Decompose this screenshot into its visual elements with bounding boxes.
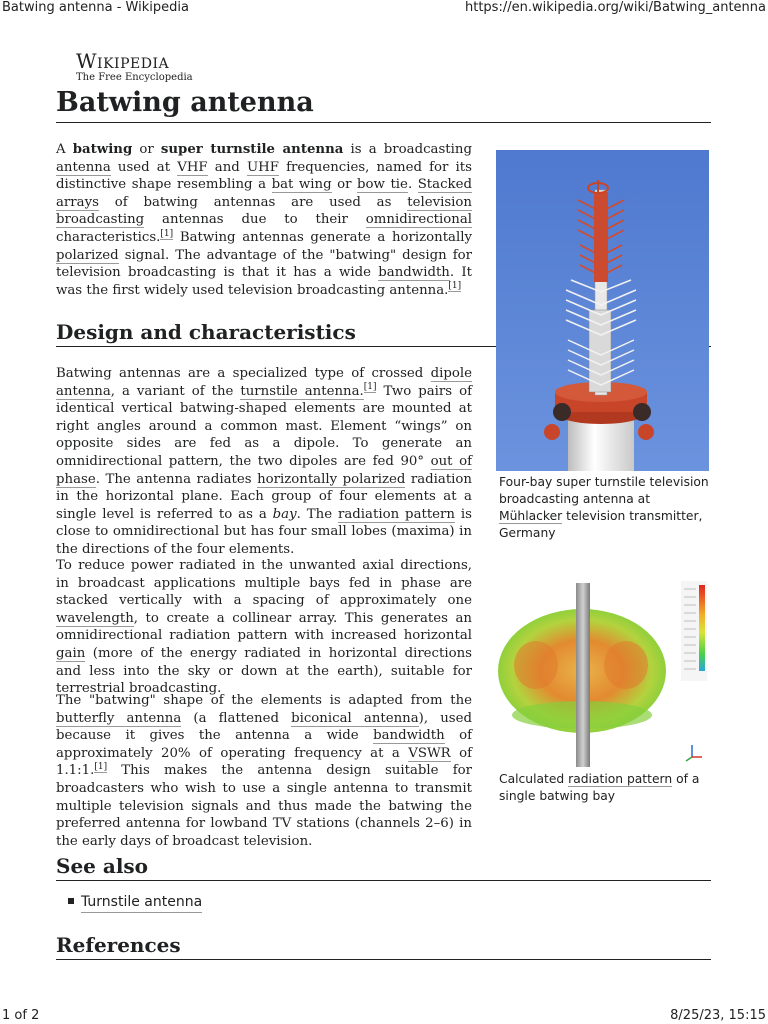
wikipedia-logo[interactable] bbox=[76, 50, 193, 84]
ref-1[interactable]: [1] bbox=[160, 228, 174, 239]
link-dipole-antenna[interactable]: dipole antenna bbox=[56, 366, 472, 399]
section-heading-see-also: See also bbox=[56, 852, 711, 881]
link-radiation-pattern[interactable]: radiation pattern bbox=[568, 772, 673, 786]
link-television-broadcasting[interactable]: television broadcasting bbox=[56, 194, 472, 228]
link-muhlacker[interactable]: Mühlacker bbox=[499, 509, 563, 523]
logo-tagline: The Free Encyclopedia bbox=[76, 72, 193, 83]
page-title: Batwing antenna bbox=[56, 84, 711, 123]
link-butterfly-antenna[interactable]: butterfly antenna bbox=[56, 710, 182, 726]
link-polarized[interactable]: polarized bbox=[56, 247, 119, 263]
link-radiation-pattern[interactable]: radiation pattern bbox=[338, 506, 455, 522]
browser-tab-title: Batwing antenna - Wikipedia bbox=[2, 0, 189, 15]
link-wavelength[interactable]: wavelength bbox=[56, 610, 134, 626]
radiation-pattern-image[interactable] bbox=[496, 575, 711, 771]
link-bandwidth[interactable]: bandwidth bbox=[378, 265, 450, 281]
link-omnidirectional[interactable]: omnidirectional bbox=[365, 212, 472, 228]
link-horizontally-polarized[interactable]: horizontally polarized bbox=[257, 471, 406, 487]
link-bat-wing[interactable]: bat wing bbox=[271, 177, 332, 193]
section-heading-references: References bbox=[56, 931, 711, 960]
logo-name: Wikipedia bbox=[76, 49, 170, 73]
ref-1[interactable]: [1] bbox=[448, 281, 462, 292]
link-vswr[interactable]: VSWR bbox=[408, 745, 451, 761]
section-heading-design: Design and characteristics bbox=[56, 318, 711, 347]
design-paragraph-2: To reduce power radiated in the unwanted axial directions, in broadcast applications multiple bays fed in phase are stacked vertically with a spacing of approximately one wavelength, to create a collinear array. This generates an omnidirectional radiation pattern with increased horizontal gain (more of the energy radiated in horizontal directions and less into the sky or down at the earth), suitable for terrestrial broadcasting. bbox=[56, 558, 472, 697]
link-bandwidth[interactable]: bandwidth bbox=[373, 728, 445, 744]
intro-paragraph: A batwing or super turnstile antenna is a broadcasting antenna used at VHF and UHF frequencies, named for its distinctive shape resembling a bat wing or bow tie. Stacked arrays of batwing antennas are used as television broadcasting antennas due to their omnidirectional characteristics.[1] Batwing antennas generate a horizontally polarized signal. The advantage of the "batwing" design for television broadcasting is that it has a wide bandwidth. It was the first widely used television broadcasting antenna.[1] bbox=[56, 142, 472, 298]
print-datetime: 8/25/23, 15:15 bbox=[670, 1008, 766, 1023]
design-paragraph-1: Batwing antennas are a specialized type of crossed dipole antenna, a variant of the turnstile antenna.[1] Two pairs of identical vertical batwing-shaped elements are mounted at right angles around a common mast. Element “wings” on opposite sides are fed as a dipole. To generate an omnidirectional pattern, the two dipoles are fed 90° out of phase. The antenna radiates horizontally polarized radiation in the horizontal plane. Each group of four elements at a single level is referred to as a bay. The radiation pattern is close to omnidirectional but has four small lobes (maxima) in the directions of the four elements. bbox=[56, 366, 472, 557]
page-url: https://en.wikipedia.org/wiki/Batwing_antenna bbox=[465, 0, 766, 15]
link-vhf[interactable]: VHF bbox=[177, 159, 208, 175]
link-out-of-phase[interactable]: out of phase bbox=[56, 453, 472, 487]
link-turnstile-antenna[interactable]: turnstile antenna. bbox=[240, 383, 364, 399]
antenna-photo[interactable] bbox=[496, 150, 709, 475]
bullet-icon bbox=[68, 898, 74, 904]
link-stacked-arrays[interactable]: Stacked arrays bbox=[56, 177, 472, 210]
ref-1[interactable]: [1] bbox=[363, 382, 377, 393]
figure-caption-antenna: Four-bay super turnstile television broadcasting antenna at Mühlacker television transmitter, Germany bbox=[499, 475, 709, 540]
page-number: 1 of 2 bbox=[2, 1008, 40, 1023]
link-gain[interactable]: gain bbox=[56, 645, 86, 661]
link-bow-tie[interactable]: bow tie bbox=[357, 177, 408, 193]
design-paragraph-3: The "batwing" shape of the elements is adapted from the butterfly antenna (a flattened biconical antenna), used because it gives the antenna a wide bandwidth of approximately 20% of operating frequency at a VSWR of 1.1:1.[1] This makes the antenna design suitable for broadcasters who wish to use a single antenna to transmit multiple television signals and thus made the batwing the preferred antenna for lowband TV stations (channels 2–6) in the early days of broadcast television. bbox=[56, 693, 472, 849]
link-antenna[interactable]: antenna bbox=[56, 159, 111, 175]
link-biconical-antenna[interactable]: biconical antenna bbox=[291, 710, 419, 726]
figure-caption-pattern: Calculated radiation pattern of a single batwing bay bbox=[499, 772, 700, 803]
see-also-link-turnstile-antenna[interactable]: Turnstile antenna bbox=[81, 892, 202, 913]
ref-1[interactable]: [1] bbox=[94, 761, 108, 772]
link-uhf[interactable]: UHF bbox=[246, 159, 279, 175]
